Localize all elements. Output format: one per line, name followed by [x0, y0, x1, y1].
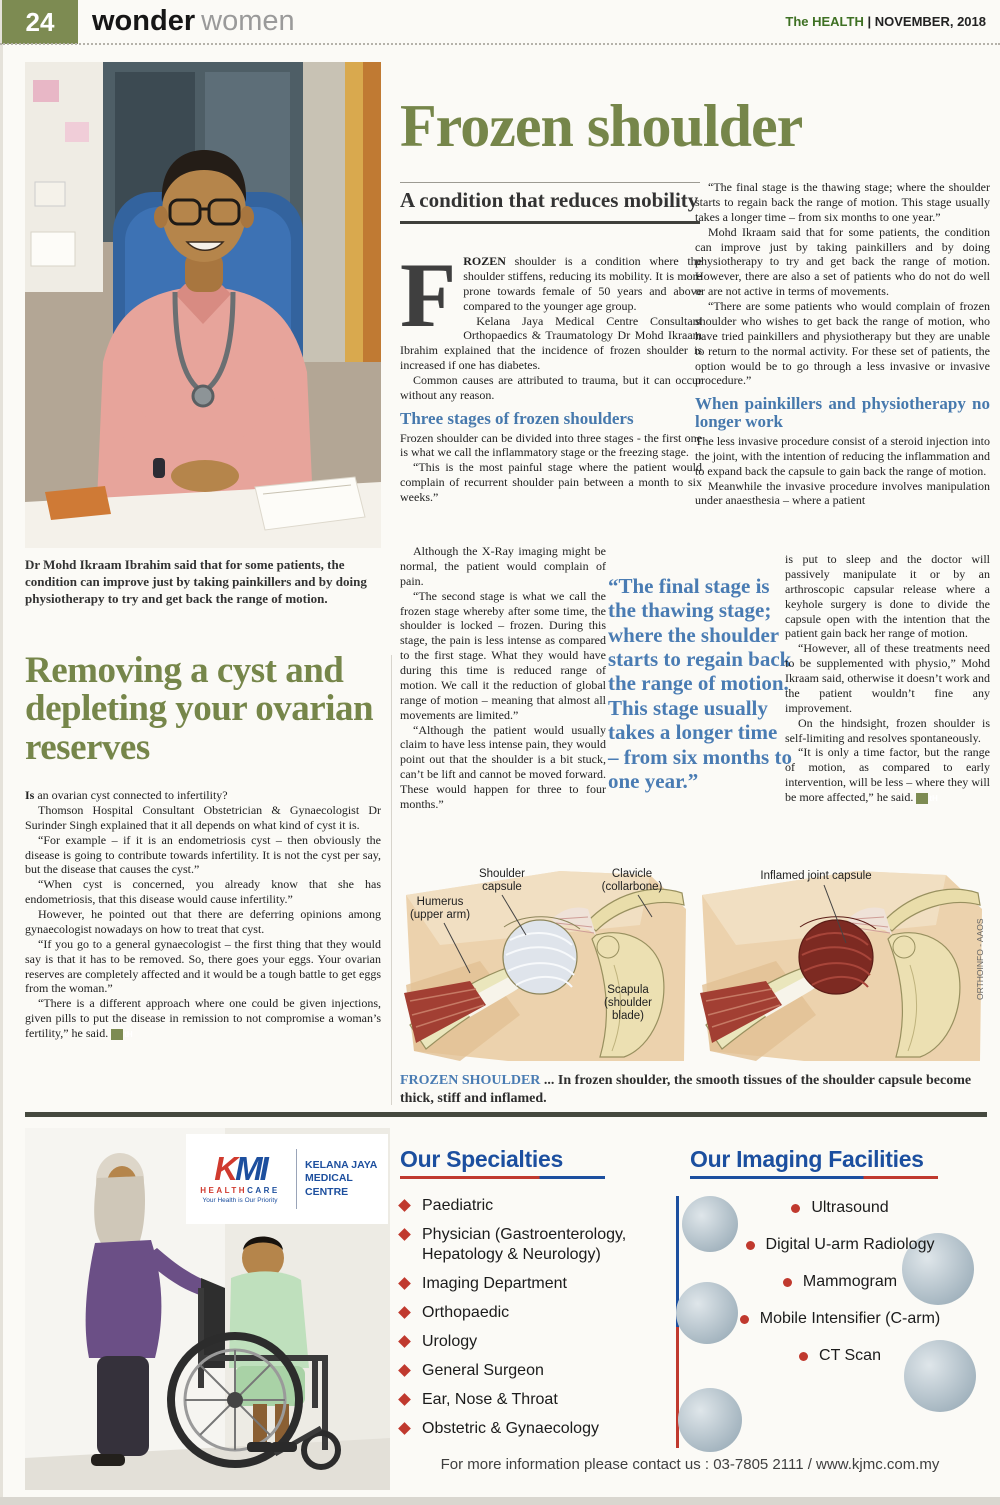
kmi-logo-mark — [192, 1150, 288, 1204]
ad-photo-wheelchair — [25, 1128, 390, 1490]
kmi-logo — [186, 1134, 388, 1224]
label-humerus: Humerus — [416, 896, 464, 908]
label-scapula: Scapula — [607, 984, 649, 996]
diamond-bullet-icon — [398, 1277, 411, 1290]
specialty-label: Imaging Department — [422, 1274, 567, 1292]
label-humerus-2: (upper arm) — [409, 909, 471, 921]
list-item — [400, 1356, 672, 1385]
specialties-section — [400, 1146, 672, 1443]
article-standfirst: A condition that reduces mobility — [400, 182, 700, 224]
kmi-care: CARE — [247, 1185, 280, 1195]
paragraph: is put to sleep and the doctor will passively manipulate it or by an arthroscopic capsular release where a keyhole surgery is done to divide the capsule open with the intention that the patient gain back her range of motion. — [785, 552, 990, 641]
diagram-caption-rest: ... In frozen shoulder, the smooth tissues of the shoulder capsule become thick, stiff and inflamed. — [400, 1073, 972, 1107]
imaging-label: Mobile Intensifier (C-arm) — [759, 1310, 941, 1327]
diamond-bullet-icon — [398, 1364, 411, 1377]
intro-rest: shoulder is a condition where the shoulder stiffens, reducing its mobility. It is more prone towards female of 50 years and above compared to the younger age group. — [463, 254, 702, 313]
lead-bold: Is — [25, 788, 35, 802]
doctor-photo — [25, 62, 381, 548]
diamond-bullet-icon — [398, 1199, 411, 1212]
pull-quote: “The final stage is the thawing stage; where the shoulder starts to regain back the range of motion. This stage usually takes a longer time – from six months to one year.” — [608, 574, 792, 793]
paragraph: “When cyst is concerned, you already know that she has endometriosis, that this disease would cause infertility.” — [25, 877, 381, 907]
lead-rest: an ovarian cyst connected to infertility? — [34, 788, 228, 802]
specialty-label: Physician (Gastroenterology, Hepatology & Neurology) — [422, 1225, 627, 1263]
imaging-list — [690, 1199, 990, 1365]
imaging-underline — [690, 1176, 938, 1179]
label-clavicle: Clavicle — [611, 868, 653, 880]
doctor-photo-illustration — [25, 62, 381, 548]
kmi-health: HEALTH — [200, 1185, 248, 1195]
list-item — [400, 1385, 672, 1414]
diagram-caption — [400, 1072, 988, 1108]
subheading-three-stages: Three stages of frozen shoulders — [400, 408, 634, 428]
paragraph: “There are some patients who would complain of frozen shoulder who wishes to get back the range of motion, who have tried painkillers and physiotherapy but they are unable to return to the normal activity. For these set of patients, the option would be to go through a less invasive or invasive procedure.” — [695, 299, 990, 388]
subheading-painkillers: When painkillers and physiotherapy no longer work — [695, 394, 990, 432]
list-item — [690, 1236, 990, 1254]
dot-bullet-icon — [791, 1204, 800, 1213]
diamond-bullet-icon — [398, 1228, 411, 1241]
section-title-light: women — [201, 5, 295, 37]
imaging-label: CT Scan — [819, 1347, 881, 1364]
list-item — [690, 1347, 990, 1365]
article-title: Frozen shoulder — [400, 93, 803, 159]
cyst-article-title: Removing a cyst and depleting your ovarian reserves — [25, 650, 374, 768]
diagram-caption-lead: FROZEN SHOULDER — [400, 1073, 541, 1088]
specialties-list — [400, 1191, 672, 1443]
specialty-label: Orthopaedic — [422, 1303, 510, 1321]
kmi-logo-divider — [296, 1149, 297, 1209]
specialty-label: Ear, Nose & Throat — [422, 1390, 558, 1408]
specialty-label: Paediatric — [422, 1196, 494, 1214]
kmi-centre-line2: MEDICAL CENTRE — [305, 1172, 353, 1198]
frozen-shoulder-panel — [700, 870, 982, 1061]
paragraph — [785, 745, 990, 805]
end-of-article-icon: tH — [111, 1029, 123, 1040]
imaging-label: Mammogram — [802, 1273, 898, 1290]
specialties-heading: Our Specialties — [400, 1146, 563, 1172]
paragraph: Although the X-Ray imaging might be normal, the patient would complain of pain. — [400, 544, 606, 588]
page-number-box — [2, 0, 78, 44]
normal-shoulder-panel — [404, 868, 686, 1061]
paragraph: Kelana Jaya Medical Centre Consultant Orthopaedics & Traumatology Dr Mohd Ikraam Ibrahim explained that the incidence of frozen shoulder is increased if one has diabetes. — [400, 313, 702, 373]
diamond-bullet-icon — [398, 1422, 411, 1435]
specialties-underline — [400, 1176, 605, 1179]
scan-edge — [0, 0, 3, 1505]
diagram-credit: ORTHOINFO - AAOS — [975, 918, 985, 1000]
masthead — [785, 14, 986, 29]
contact-line: For more information please contact us : 03-7805 2111 / www.kjmc.com.my — [440, 1456, 940, 1473]
paragraph: Common causes are attributed to trauma, but it can occur without any reason. — [400, 373, 702, 402]
label-shoulder-capsule: Shoulder — [478, 868, 526, 880]
paragraph: The less invasive procedure consist of a steroid injection into the joint, with the intention of reducing the inflammation and to expand back the capsule to gain back the range of motion. — [695, 433, 990, 478]
paragraph: “The final stage is the thawing stage; where the shoulder starts to regain back the range of motion. This stage usually takes a longer time – from six months to one year.” — [695, 180, 990, 224]
paragraph — [25, 788, 381, 803]
section-title-bold: wonder — [92, 5, 196, 37]
imaging-facilities-section — [690, 1146, 990, 1384]
specialty-label: Urology — [422, 1332, 478, 1350]
imaging-heading: Our Imaging Facilities — [690, 1146, 924, 1172]
specialty-label: General Surgeon — [422, 1361, 544, 1379]
list-item — [690, 1199, 990, 1217]
list-item — [400, 1327, 672, 1356]
diamond-bullet-icon — [398, 1335, 411, 1348]
paragraph: “If you go to a general gynaecologist – the first thing that they would say is that it has to be removed. So, there goes your eggs. Your ovarian reserves are completely affected and it would be a tough battle to get eggs from the woman.” — [25, 936, 381, 996]
doctor-photo-caption: Dr Mohd Ikraam Ibrahim said that for some patients, the condition can improve just by taking painkillers and by doing physiotherapy to try and get back the range of motion. — [25, 557, 367, 607]
list-item — [400, 1298, 672, 1327]
article-column-1 — [400, 244, 702, 505]
kmi-letter-k: K — [214, 1150, 236, 1188]
masthead-issue: NOVEMBER, 2018 — [874, 14, 986, 29]
label-shoulder-capsule-2: capsule — [482, 881, 522, 893]
list-item — [690, 1273, 990, 1291]
list-item — [400, 1269, 672, 1298]
page-number: 24 — [25, 7, 55, 37]
paragraph: “For example – if it is an endometriosis cyst – then obviously the disease is going to contribute towards infertility. It is not the cyst per say, but the disease that causes the cyst.” — [25, 832, 381, 877]
masthead-separator: | — [863, 14, 875, 29]
kmi-healthcare-text — [192, 1186, 288, 1195]
article-column-1-narrow — [400, 544, 606, 812]
label-inflamed-capsule: Inflamed joint capsule — [760, 870, 872, 882]
shoulder-anatomy-diagram — [400, 865, 990, 1065]
paragraph-text: “It is only a time factor, but the range of motion, as compared to early intervention, will be less – where they will be more affected,” he said. — [785, 745, 990, 804]
paragraph: “However, all of these treatments need to be supplemented with physio,” Mohd Ikraam said, otherwise it doesn’t work and the patient wouldn’t fine any improvement. — [785, 641, 990, 715]
paragraph: Thomson Hospital Consultant Obstetrician & Gynaecologist Dr Surinder Singh explained that it all depends on what kind of cyst it is. — [25, 802, 381, 832]
list-item — [400, 1220, 672, 1269]
kmi-centre-line1: KELANA JAYA — [305, 1159, 378, 1172]
paragraph: On the hindsight, frozen shoulder is self-limiting and resolves spontaneously. — [785, 715, 990, 745]
header-rule — [0, 43, 1000, 45]
label-scapula-3: blade) — [612, 1010, 644, 1022]
masthead-name: The HEALTH — [785, 14, 864, 29]
paragraph: “Although the patient would usually claim to have less intense pain, they would point out that the shoulder is a bit stuck, can’t be lift and cannot be moved forward. These would happen for three to four months.” — [400, 722, 606, 811]
paragraph — [25, 996, 381, 1041]
dot-bullet-icon — [799, 1352, 808, 1361]
paragraph: “The second stage is what we call the frozen stage whereby after some time, the shoulder is locked – frozen. During this stage, the pain is less intense as compared to the first stage. What they would have during this time is reduced range of motion. We call it the reduction of global range of motion – meaning that almost all movements are limited.” — [400, 588, 606, 722]
diamond-bullet-icon — [398, 1306, 411, 1319]
list-item — [400, 1191, 672, 1220]
kmi-tagline: Your Health is Our Priority — [202, 1196, 278, 1204]
intro-lead: ROZEN — [463, 254, 506, 268]
dot-bullet-icon — [783, 1278, 792, 1287]
end-of-article-icon: tH — [916, 793, 928, 804]
paragraph: However, he pointed out that there are deferring opinions among gynaecologist nowadays on how to treat that cyst. — [25, 907, 381, 936]
paragraph: Mohd Ikraam said that for some patients, the condition can improve just by taking painkillers and by doing physiotherapy to try and get back the range of motion. However, there are also a set of patients who do not do well or are not active in terms of movements. — [695, 224, 990, 299]
paragraph: “This is the most painful stage where the patient would complain of recurrent shoulder pain between a month to six weeks.” — [400, 460, 702, 505]
section-divider-rule — [25, 1112, 987, 1117]
kmi-letters-mi: MI — [235, 1150, 266, 1188]
section-title — [92, 5, 295, 38]
paragraph-text: “There is a different approach where one could be given injections, given pills to put the disease in remission to not compromise a woman’s fertility,” he said. — [25, 996, 381, 1040]
label-scapula-2: (shoulder — [604, 997, 652, 1009]
kmi-centre-name — [305, 1159, 382, 1198]
cyst-article-body — [25, 788, 381, 1041]
paragraph: Frozen shoulder can be divided into three stages - the first one is what we call the inflammatory stage or the freezing stage. — [400, 430, 702, 460]
shoulder-diagram-illustration — [400, 865, 990, 1065]
kmi-letters — [192, 1150, 288, 1188]
list-item — [400, 1414, 672, 1443]
imaging-label: Digital U-arm Radiology — [765, 1236, 935, 1253]
article-column-2 — [695, 180, 990, 508]
dot-bullet-icon — [746, 1241, 755, 1250]
list-item — [690, 1310, 990, 1328]
diamond-bullet-icon — [398, 1393, 411, 1406]
dropcap: F — [400, 244, 457, 346]
column-rule — [391, 655, 392, 1105]
article-column-2-narrow — [785, 552, 990, 805]
paragraph: Meanwhile the invasive procedure involves manipulation under anaesthesia – where a patient — [695, 478, 990, 508]
specialty-label: Obstetric & Gynaecology — [422, 1419, 599, 1437]
label-clavicle-2: (collarbone) — [601, 881, 663, 893]
imaging-label: Ultrasound — [811, 1199, 889, 1216]
equipment-photo-circle — [678, 1388, 742, 1452]
dot-bullet-icon — [740, 1315, 749, 1324]
scan-bottom-edge — [0, 1497, 1000, 1505]
